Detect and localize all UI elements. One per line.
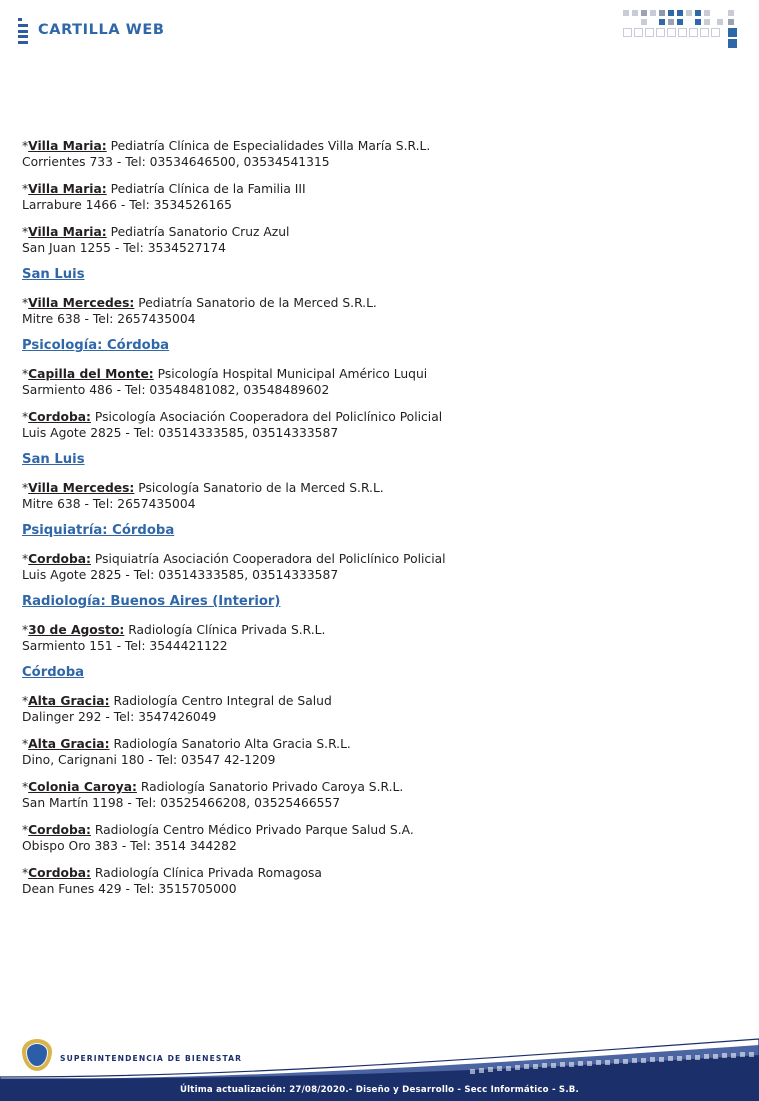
- entry-bullet: *: [22, 410, 29, 424]
- entry-location: Alta Gracia:: [28, 694, 110, 708]
- provider-entry: [22, 181, 722, 213]
- entry-address: Sarmiento 486 - Tel: 03548481082, 03548489602: [22, 383, 330, 397]
- section-heading[interactable]: San Luis: [22, 452, 85, 467]
- entry-location: Villa Maria:: [28, 182, 107, 196]
- shield-crest-icon: [22, 1039, 52, 1071]
- provider-entry: [22, 480, 722, 512]
- page-title: CARTILLA WEB: [38, 22, 165, 38]
- provider-entry: [22, 822, 722, 854]
- entry-address: Dino, Carignani 180 - Tel: 03547 42-1209: [22, 753, 276, 767]
- section-heading[interactable]: Radiología: Buenos Aires (Interior): [22, 594, 281, 609]
- entry-description: Radiología Clínica Privada Romagosa: [90, 866, 322, 880]
- entry-address: Luis Agote 2825 - Tel: 03514333585, 03514333587: [22, 568, 339, 582]
- entry-address: Luis Agote 2825 - Tel: 03514333585, 03514333587: [22, 426, 339, 440]
- provider-entry: [22, 622, 722, 654]
- entry-location: Alta Gracia:: [28, 737, 110, 751]
- entry-location: Villa Maria:: [28, 139, 107, 153]
- entry-location: Cordoba:: [28, 552, 91, 566]
- page-footer: [0, 1033, 759, 1101]
- entry-address: San Martín 1198 - Tel: 03525466208, 03525466557: [22, 796, 341, 810]
- entry-description: Radiología Centro Integral de Salud: [109, 694, 332, 708]
- entry-location: Villa Mercedes:: [28, 481, 135, 495]
- entry-bullet: *: [22, 225, 29, 239]
- provider-entry: [22, 865, 722, 897]
- footer-update-bar: Última actualización: 27/08/2020.- Diseño y Desarrollo - Secc Informático - S.B.: [0, 1079, 759, 1101]
- entry-description: Pediatría Sanatorio de la Merced S.R.L.: [134, 296, 377, 310]
- entry-address: Mitre 638 - Tel: 2657435004: [22, 312, 196, 326]
- footer-organization-label: SUPERINTENDENCIA DE BIENESTAR: [60, 1054, 243, 1063]
- entry-address: Obispo Oro 383 - Tel: 3514 344282: [22, 839, 237, 853]
- entry-description: Radiología Sanatorio Privado Caroya S.R.L.: [136, 780, 404, 794]
- section-heading[interactable]: San Luis: [22, 267, 85, 282]
- entry-description: Radiología Centro Médico Privado Parque Salud S.A.: [90, 823, 414, 837]
- entry-bullet: *: [22, 780, 29, 794]
- page-header: [0, 0, 759, 62]
- entry-address: Larrabure 1466 - Tel: 3534526165: [22, 198, 232, 212]
- entry-bullet: *: [22, 552, 29, 566]
- entry-location: Cordoba:: [28, 823, 91, 837]
- entry-location: Villa Mercedes:: [28, 296, 135, 310]
- entry-description: Psicología Asociación Cooperadora del Policlínico Policial: [90, 410, 443, 424]
- entry-bullet: *: [22, 823, 29, 837]
- entry-bullet: *: [22, 694, 29, 708]
- provider-entry: [22, 736, 722, 768]
- entry-bullet: *: [22, 367, 29, 381]
- provider-entry: [22, 779, 722, 811]
- entry-bullet: *: [22, 866, 29, 880]
- provider-entry: [22, 693, 722, 725]
- entry-bullet: *: [22, 623, 29, 637]
- entry-location: Cordoba:: [28, 866, 91, 880]
- entry-description: Pediatría Clínica de Especialidades Villa María S.R.L.: [106, 139, 431, 153]
- entry-description: Radiología Sanatorio Alta Gracia S.R.L.: [109, 737, 351, 751]
- entry-address: Mitre 638 - Tel: 2657435004: [22, 497, 196, 511]
- provider-entry: [22, 551, 722, 583]
- entry-description: Psiquiatría Asociación Cooperadora del Policlínico Policial: [90, 552, 446, 566]
- entry-location: Colonia Caroya:: [28, 780, 137, 794]
- entry-bullet: *: [22, 182, 29, 196]
- provider-entry: [22, 295, 722, 327]
- entry-description: Pediatría Clínica de la Familia III: [106, 182, 306, 196]
- entry-bullet: *: [22, 296, 29, 310]
- entry-address: Sarmiento 151 - Tel: 3544421122: [22, 639, 228, 653]
- section-heading[interactable]: Psicología: Córdoba: [22, 338, 170, 353]
- entry-location: Villa Maria:: [28, 225, 107, 239]
- entry-address: Corrientes 733 - Tel: 03534646500, 03534541315: [22, 155, 330, 169]
- provider-entry: [22, 138, 722, 170]
- entry-description: Psicología Sanatorio de la Merced S.R.L.: [134, 481, 384, 495]
- provider-entry: [22, 409, 722, 441]
- bars-logo-icon: [18, 18, 28, 44]
- section-heading[interactable]: Córdoba: [22, 665, 85, 680]
- entry-description: Pediatría Sanatorio Cruz Azul: [106, 225, 290, 239]
- entry-location: 30 de Agosto:: [28, 623, 125, 637]
- entry-bullet: *: [22, 737, 29, 751]
- provider-listing: [22, 138, 722, 908]
- entry-description: Radiología Clínica Privada S.R.L.: [124, 623, 326, 637]
- entry-address: San Juan 1255 - Tel: 3534527174: [22, 241, 226, 255]
- provider-entry: [22, 366, 722, 398]
- entry-location: Cordoba:: [28, 410, 91, 424]
- section-heading[interactable]: Psiquiatría: Córdoba: [22, 523, 175, 538]
- squares-decoration-icon: [623, 6, 753, 52]
- entry-bullet: *: [22, 139, 29, 153]
- entry-bullet: *: [22, 481, 29, 495]
- entry-address: Dean Funes 429 - Tel: 3515705000: [22, 882, 237, 896]
- entry-address: Dalinger 292 - Tel: 3547426049: [22, 710, 217, 724]
- entry-description: Psicología Hospital Municipal Américo Luqui: [153, 367, 428, 381]
- provider-entry: [22, 224, 722, 256]
- entry-location: Capilla del Monte:: [28, 367, 154, 381]
